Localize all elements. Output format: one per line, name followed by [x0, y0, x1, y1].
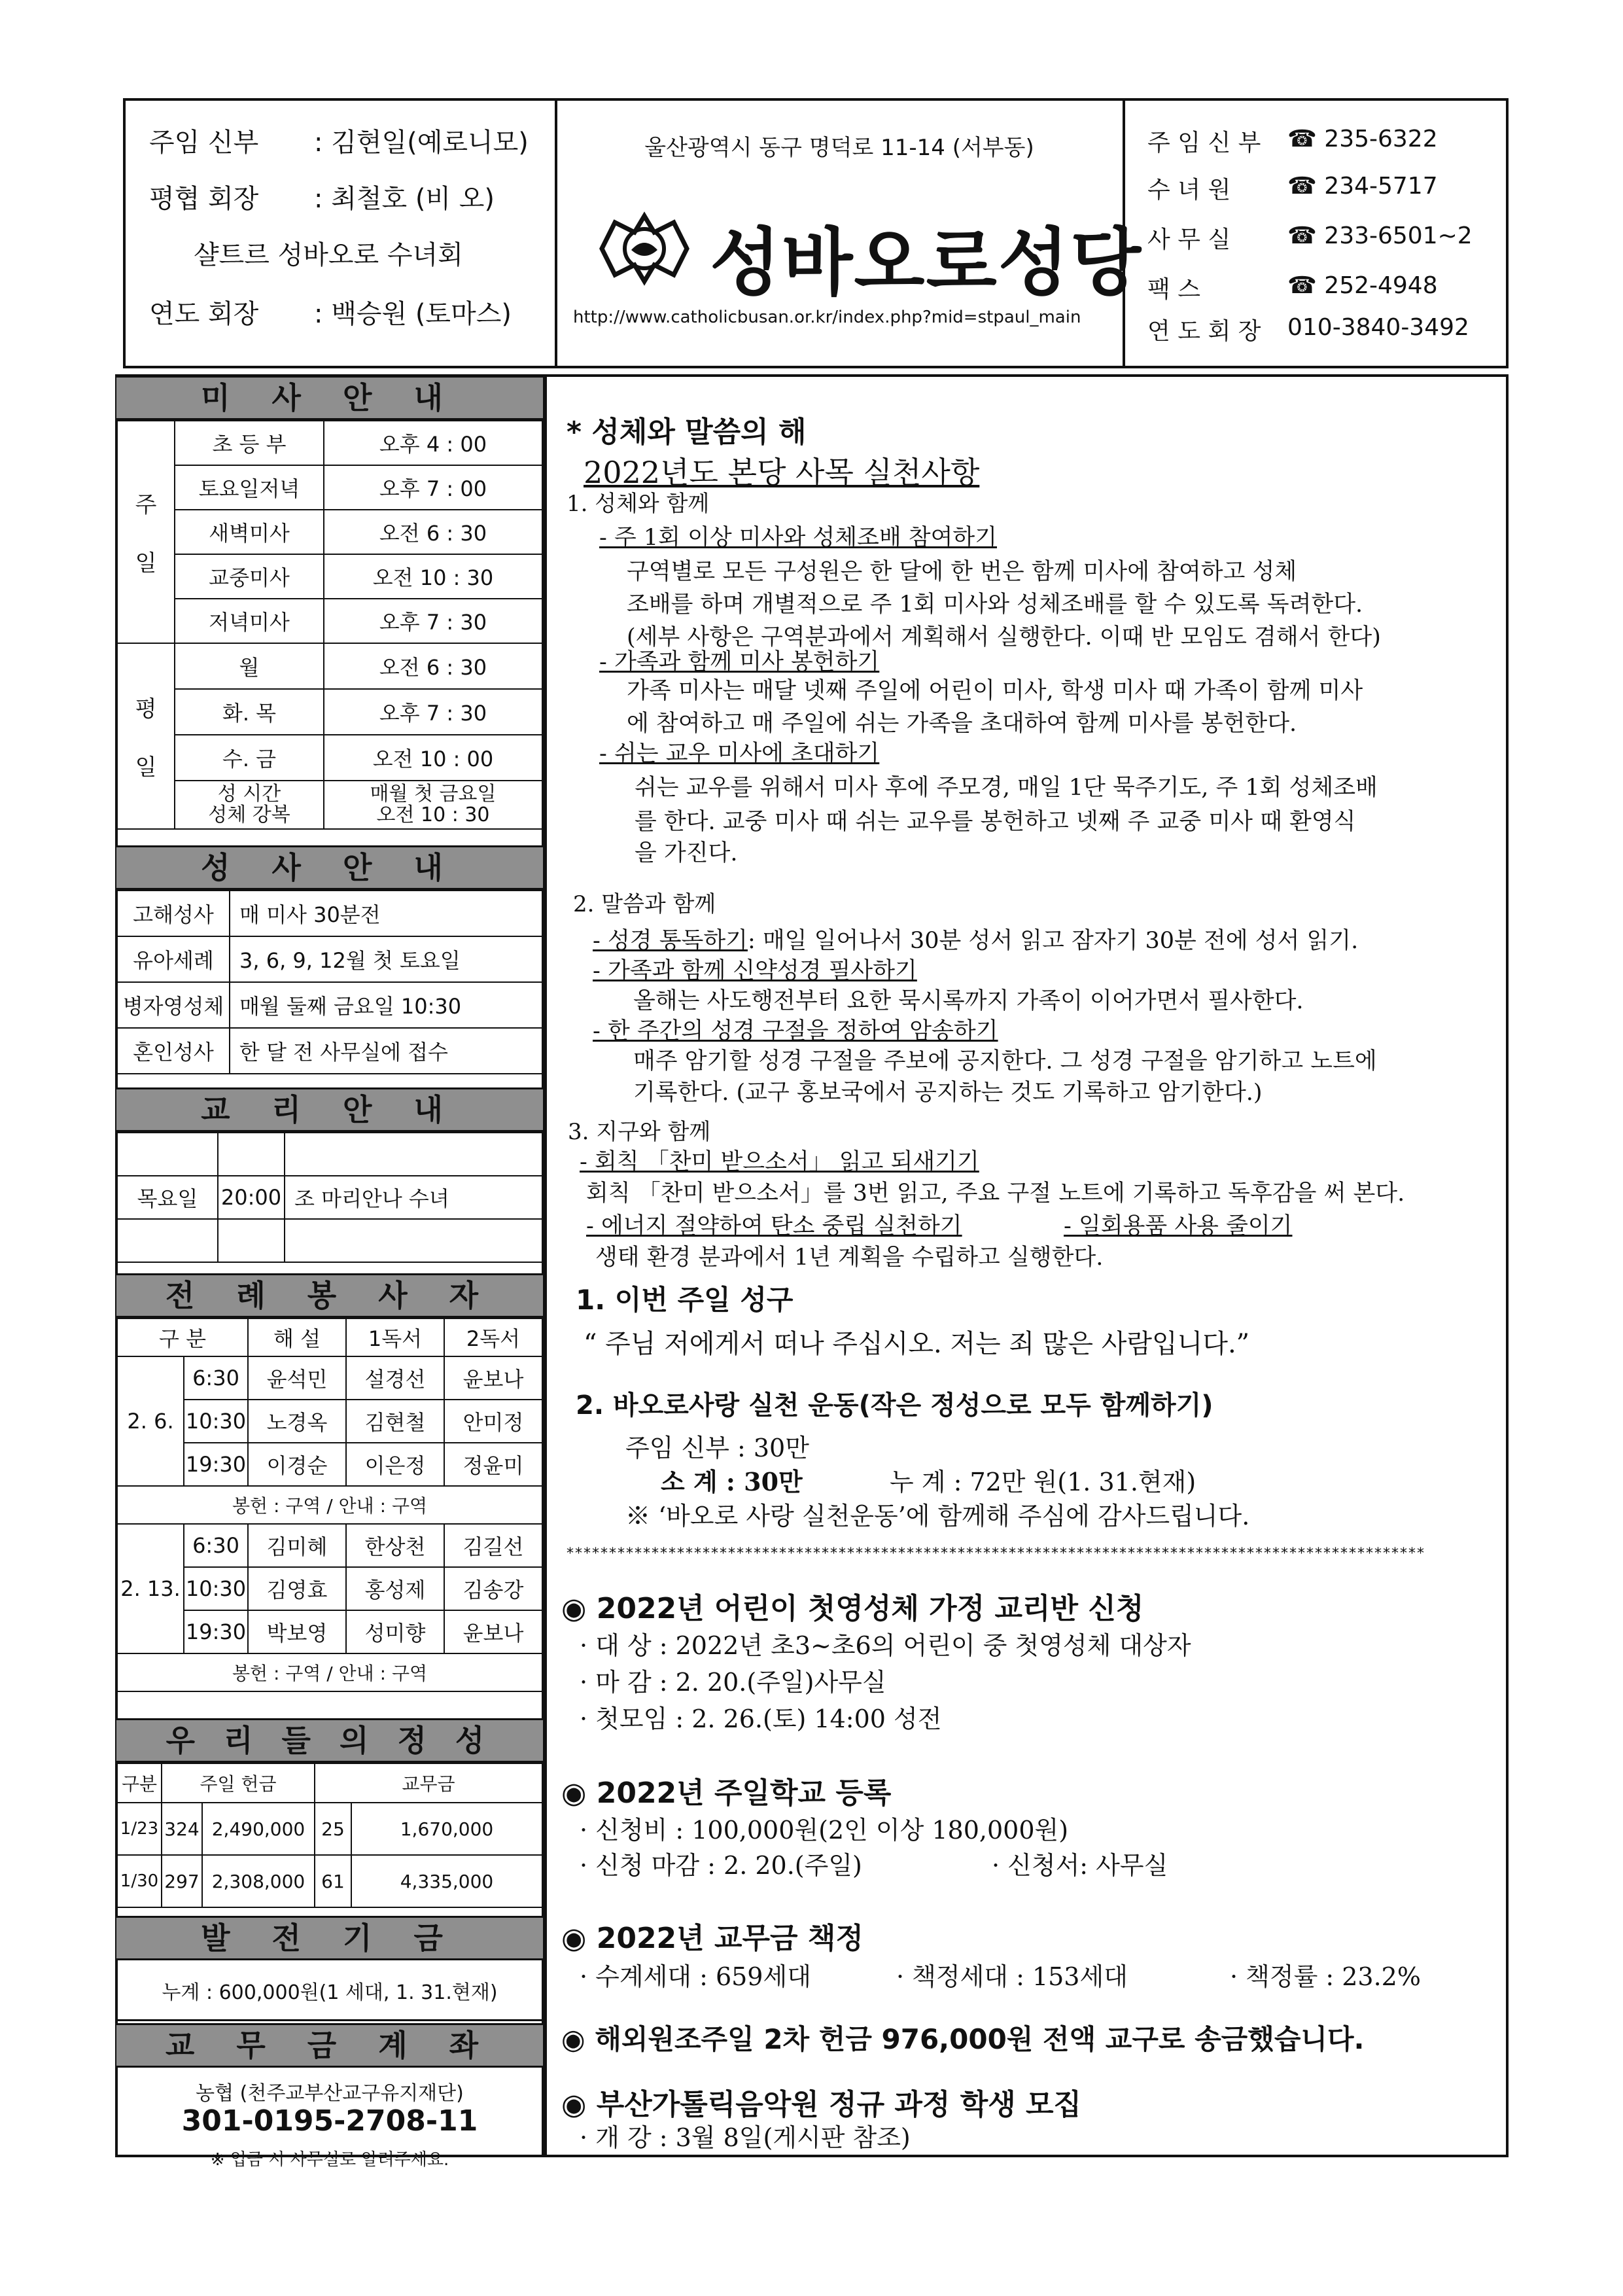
servers-time: 10:30 — [184, 1567, 248, 1610]
notice-title: ◉ 부산가톨릭음악원 정규 과정 학생 모집 — [561, 2088, 1082, 2121]
campaign-total: 누 계 : 72만 원(1. 31.현재) — [890, 1468, 1196, 1496]
catechism-time: 20:00 — [218, 1176, 285, 1219]
mass-time: 매월 첫 금요일 오전 10 : 30 — [324, 781, 542, 829]
mass-name: 수. 금 — [175, 735, 324, 781]
mass-table — [116, 420, 543, 830]
account-bank: 농협 (천주교부산교구유지재단) — [196, 2082, 464, 2105]
servers-time: 6:30 — [184, 1524, 248, 1567]
servers-header: 1독서 — [346, 1318, 444, 1356]
mass-time: 오후 7 : 00 — [324, 465, 542, 510]
servers-time: 6:30 — [184, 1356, 248, 1400]
church-url[interactable]: http://www.catholicbusan.or.kr/index.php?mid=stpaul_main — [573, 308, 1081, 327]
sacrament-name: 고해성사 — [117, 891, 230, 936]
plan-section-3: 3. 지구와 함께 — [568, 1119, 711, 1145]
mass-name: 월 — [175, 643, 324, 689]
verse-title: 1. 이번 주일 성구 — [576, 1284, 794, 1316]
sunday-label: 주 일 — [117, 421, 175, 643]
plan-section-2: 2. 말씀과 함께 — [573, 891, 716, 917]
campaign-line: 주임 신부 : 30만 — [625, 1434, 809, 1462]
sacrament-info: 매 미사 30분전 — [230, 891, 542, 936]
mass-name: 초 등 부 — [175, 421, 324, 465]
plan-item: - 일회용품 사용 줄이기 — [1064, 1213, 1293, 1239]
plan-text: 기록한다. (교구 홍보국에서 공지하는 것도 기록하고 암기한다.) — [633, 1080, 1263, 1106]
contact-phone-fax: ☎ 252-4948 — [1287, 272, 1438, 299]
servers-table — [116, 1318, 543, 1692]
yeondo-label: 연도 회장 — [149, 299, 259, 329]
sacrament-info: 한 달 전 사무실에 접수 — [230, 1028, 542, 1074]
contact-label-pastor: 주 임 신 부 — [1147, 130, 1261, 156]
contact-label-office: 사 무 실 — [1147, 226, 1231, 253]
contact-label-convent: 수 녀 원 — [1147, 177, 1231, 203]
servers-cell: 이경순 — [248, 1443, 346, 1486]
plan-text: 쉬는 교우를 위해서 미사 후에 주모경, 매일 1단 묵주기도, 주 1회 성체조배 — [635, 775, 1378, 801]
mass-name: 저녁미사 — [175, 599, 324, 643]
notice-line: · 신청서: 사무실 — [992, 1851, 1168, 1880]
plan-text: 생태 환경 분과에서 1년 계획을 수립하고 실행한다. — [595, 1245, 1104, 1271]
mass-time: 오후 4 : 00 — [324, 421, 542, 465]
servers-title: 전 례 봉 사 자 — [116, 1273, 543, 1318]
plan-text: 를 한다. 교중 미사 때 쉬는 교우를 봉헌하고 넷째 주 교중 미사 때 환영식 — [635, 809, 1356, 835]
header-divider-left — [555, 98, 557, 368]
mass-name: 성 시간 성체 강복 — [175, 781, 324, 829]
offerings-week: 1/30 — [117, 1855, 162, 1907]
servers-header: 구 분 — [117, 1318, 248, 1356]
servers-cell: 김영효 — [248, 1567, 346, 1610]
notice-line: · 책정세대 : 153세대 — [896, 1962, 1128, 1991]
servers-cell: 윤보나 — [444, 1610, 542, 1653]
account-title: 교 무 금 계 좌 — [116, 2023, 543, 2068]
offerings-header: 구분 — [117, 1763, 162, 1803]
offerings-count: 324 — [162, 1803, 202, 1855]
church-name: 성바오로성당 — [710, 221, 1143, 306]
sacrament-name: 병자영성체 — [117, 982, 230, 1028]
plan-item-text: : 매일 일어나서 30분 성서 읽고 잠자기 30분 전에 성서 읽기. — [747, 928, 1359, 954]
pastor-value: : 김현일(예로니모) — [314, 128, 529, 158]
servers-cell: 김미혜 — [248, 1524, 346, 1567]
church-logo-icon — [589, 209, 700, 288]
offerings-title: 우 리 들 의 정 성 — [116, 1718, 543, 1763]
plan-subtitle: 2022년도 본당 사목 실천사항 — [584, 455, 980, 490]
offerings-count: 61 — [315, 1855, 351, 1907]
catechism-table — [116, 1132, 543, 1263]
notice-title: ◉ 2022년 주일학교 등록 — [561, 1776, 892, 1810]
servers-cell: 박보영 — [248, 1610, 346, 1653]
sacrament-name: 혼인성사 — [117, 1028, 230, 1074]
servers-cell: 김송강 — [444, 1567, 542, 1610]
notice-line: · 대 상 : 2022년 초3~초6의 어린이 중 첫영성체 대상자 — [580, 1631, 1191, 1660]
plan-item: - 에너지 절약하여 탄소 중립 실천하기 — [586, 1213, 962, 1239]
plan-text: 회칙 「찬미 받으소서」를 3번 읽고, 주요 구절 노트에 기록하고 독후감을 써 본다. — [586, 1180, 1405, 1207]
sacrament-info: 3, 6, 9, 12월 첫 토요일 — [230, 936, 542, 982]
servers-time: 19:30 — [184, 1610, 248, 1653]
servers-cell: 윤석민 — [248, 1356, 346, 1400]
servers-time: 10:30 — [184, 1400, 248, 1443]
mass-time: 오전 6 : 30 — [324, 510, 542, 554]
notice-overseas-aid: ◉ 해외원조주일 2차 헌금 976,000원 전액 교구로 송금했습니다. — [561, 2023, 1365, 2055]
offerings-amount: 1,670,000 — [351, 1803, 542, 1855]
notice-line: · 신청 마감 : 2. 20.(주일) — [580, 1851, 862, 1880]
notice-line: · 첫모임 : 2. 26.(토) 14:00 성전 — [580, 1704, 942, 1733]
notice-line: · 마 감 : 2. 20.(주일)사무실 — [580, 1668, 886, 1697]
servers-note: 봉헌 : 구역 / 안내 : 구역 — [117, 1486, 542, 1524]
council-label: 평협 회장 — [149, 184, 259, 214]
plan-item: - 가족과 함께 미사 봉헌하기 — [599, 649, 880, 675]
mass-time: 오전 10 : 00 — [324, 735, 542, 781]
mass-title: 미 사 안 내 — [116, 376, 543, 420]
servers-cell: 홍성제 — [346, 1567, 444, 1610]
plan-text: 매주 암기할 성경 구절을 주보에 공지한다. 그 성경 구절을 암기하고 노트에 — [633, 1048, 1377, 1074]
mass-time: 오후 7 : 30 — [324, 599, 542, 643]
contact-phone-convent: ☎ 234-5717 — [1287, 173, 1438, 200]
yeondo-value: : 백승원 (토마스) — [314, 299, 512, 329]
servers-time: 19:30 — [184, 1443, 248, 1486]
fund-title: 발 전 기 금 — [116, 1916, 543, 1960]
servers-cell: 김길선 — [444, 1524, 542, 1567]
servers-cell: 설경선 — [346, 1356, 444, 1400]
offerings-header: 교무금 — [315, 1763, 542, 1803]
offerings-amount: 2,308,000 — [202, 1855, 315, 1907]
notice-line: · 개 강 : 3월 8일(게시판 참조) — [580, 2123, 911, 2152]
contact-phone-office: ☎ 233-6501~2 — [1287, 222, 1473, 249]
plan-text: 을 가진다. — [635, 840, 738, 866]
offerings-header: 주일 헌금 — [162, 1763, 315, 1803]
contact-label-yeondo: 연 도 회 장 — [1147, 318, 1261, 345]
campaign-subtotal: 소 계 : 30만 — [661, 1467, 803, 1496]
offerings-amount: 2,490,000 — [202, 1803, 315, 1855]
contact-phone-pastor: ☎ 235-6322 — [1287, 126, 1438, 152]
servers-note: 봉헌 : 구역 / 안내 : 구역 — [117, 1653, 542, 1691]
council-value: : 최철호 (비 오) — [314, 184, 495, 214]
servers-date: 2. 13. — [117, 1524, 184, 1653]
notice-line: · 신청비 : 100,000원(2인 이상 180,000원) — [580, 1816, 1069, 1845]
catechism-title: 교 리 안 내 — [116, 1087, 543, 1132]
campaign-thanks: ※ ‘바오로 사랑 실천운동’에 함께해 주심에 감사드립니다. — [625, 1502, 1250, 1530]
fund-divider — [116, 2019, 543, 2021]
plan-item: - 회칙 「찬미 받으소서」 읽고 되새기기 — [580, 1149, 979, 1175]
mass-time: 오전 10 : 30 — [324, 554, 542, 599]
catechism-day: 목요일 — [117, 1176, 218, 1219]
offerings-count: 25 — [315, 1803, 351, 1855]
plan-text: (세부 사항은 구역분과에서 계획해서 실행한다. 이때 반 모임도 겸해서 한다) — [627, 624, 1381, 650]
campaign-title: 2. 바오로사랑 실천 운동(작은 정성으로 모두 함께하기) — [576, 1390, 1213, 1421]
year-title: * 성체와 말씀의 해 — [567, 415, 807, 449]
mass-time: 오전 6 : 30 — [324, 643, 542, 689]
plan-section-1: 1. 성체와 함께 — [567, 491, 710, 517]
notice-line: · 책정률 : 23.2% — [1230, 1962, 1421, 1991]
offerings-week: 1/23 — [117, 1803, 162, 1855]
plan-text: 에 참여하고 매 주일에 쉬는 가족을 초대하여 함께 미사를 봉헌한다. — [627, 711, 1297, 737]
servers-date: 2. 6. — [117, 1356, 184, 1486]
servers-cell: 윤보나 — [444, 1356, 542, 1400]
verse-text: “ 주님 저에게서 떠나 주십시오. 저는 죄 많은 사람입니다.” — [584, 1329, 1250, 1359]
plan-text: 구역별로 모든 구성원은 한 달에 한 번은 함께 미사에 참여하고 성체 — [627, 559, 1297, 585]
church-address: 울산광역시 동구 명덕로 11-14 (서부동) — [644, 135, 1034, 161]
plan-item-underlined: - 성경 통독하기 — [593, 928, 748, 954]
weekday-label: 평 일 — [117, 643, 175, 829]
plan-item: - 가족과 함께 신약성경 필사하기 — [593, 958, 917, 984]
plan-item: - 한 주간의 성경 구절을 정하여 암송하기 — [593, 1018, 998, 1044]
sacrament-name: 유아세례 — [117, 936, 230, 982]
fund-text: 누계 : 600,000원(1 세대, 1. 31.현재) — [162, 1981, 498, 2004]
sacrament-info: 매월 둘째 금요일 10:30 — [230, 982, 542, 1028]
plan-text: 가족 미사는 매달 넷째 주일에 어린이 미사, 학생 미사 때 가족이 함께 미사 — [627, 678, 1363, 704]
offerings-amount: 4,335,000 — [351, 1855, 542, 1907]
notice-title: ◉ 2022년 어린이 첫영성체 가정 교리반 신청 — [561, 1592, 1144, 1625]
plan-text: 조배를 하며 개별적으로 주 1회 미사와 성체조배를 할 수 있도록 독려한다. — [627, 592, 1363, 618]
contact-phone-yeondo: 010-3840-3492 — [1287, 314, 1469, 341]
mass-name: 화. 목 — [175, 689, 324, 735]
notice-title: ◉ 2022년 교무금 책정 — [561, 1922, 864, 1955]
catechism-teacher: 조 마리안나 수녀 — [285, 1176, 542, 1219]
offerings-table — [116, 1763, 543, 1908]
plan-text: 올해는 사도행전부터 요한 묵시록까지 가족이 이어가면서 필사한다. — [633, 988, 1304, 1014]
contact-label-fax: 팩 스 — [1147, 276, 1200, 303]
servers-cell: 안미정 — [444, 1400, 542, 1443]
offerings-count: 297 — [162, 1855, 202, 1907]
servers-cell: 김현철 — [346, 1400, 444, 1443]
star-divider: ***************************************************************************************************** — [567, 1545, 1425, 1562]
account-note: ※ 입금 시 사무실로 알려주세요. — [210, 2150, 449, 2170]
servers-header: 2독서 — [444, 1318, 542, 1356]
account-number: 301-0195-2708-11 — [181, 2104, 478, 2138]
notice-line: · 수계세대 : 659세대 — [580, 1962, 811, 1991]
plan-item: - 주 1회 이상 미사와 성체조배 참여하기 — [599, 525, 997, 551]
servers-cell: 한상천 — [346, 1524, 444, 1567]
sisters-value: 샬트르 성바오로 수녀회 — [194, 240, 463, 270]
plan-item — [593, 923, 1358, 955]
servers-cell: 노경옥 — [248, 1400, 346, 1443]
servers-cell: 정윤미 — [444, 1443, 542, 1486]
servers-cell: 성미향 — [346, 1610, 444, 1653]
servers-cell: 이은정 — [346, 1443, 444, 1486]
sacraments-title: 성 사 안 내 — [116, 845, 543, 890]
mass-name: 교중미사 — [175, 554, 324, 599]
pastor-label: 주임 신부 — [149, 128, 259, 158]
mass-name: 새벽미사 — [175, 510, 324, 554]
mass-time: 오후 7 : 30 — [324, 689, 542, 735]
servers-header: 해 설 — [248, 1318, 346, 1356]
mass-name: 토요일저녁 — [175, 465, 324, 510]
sacraments-table — [116, 890, 543, 1074]
plan-item: - 쉬는 교우 미사에 초대하기 — [599, 741, 880, 767]
